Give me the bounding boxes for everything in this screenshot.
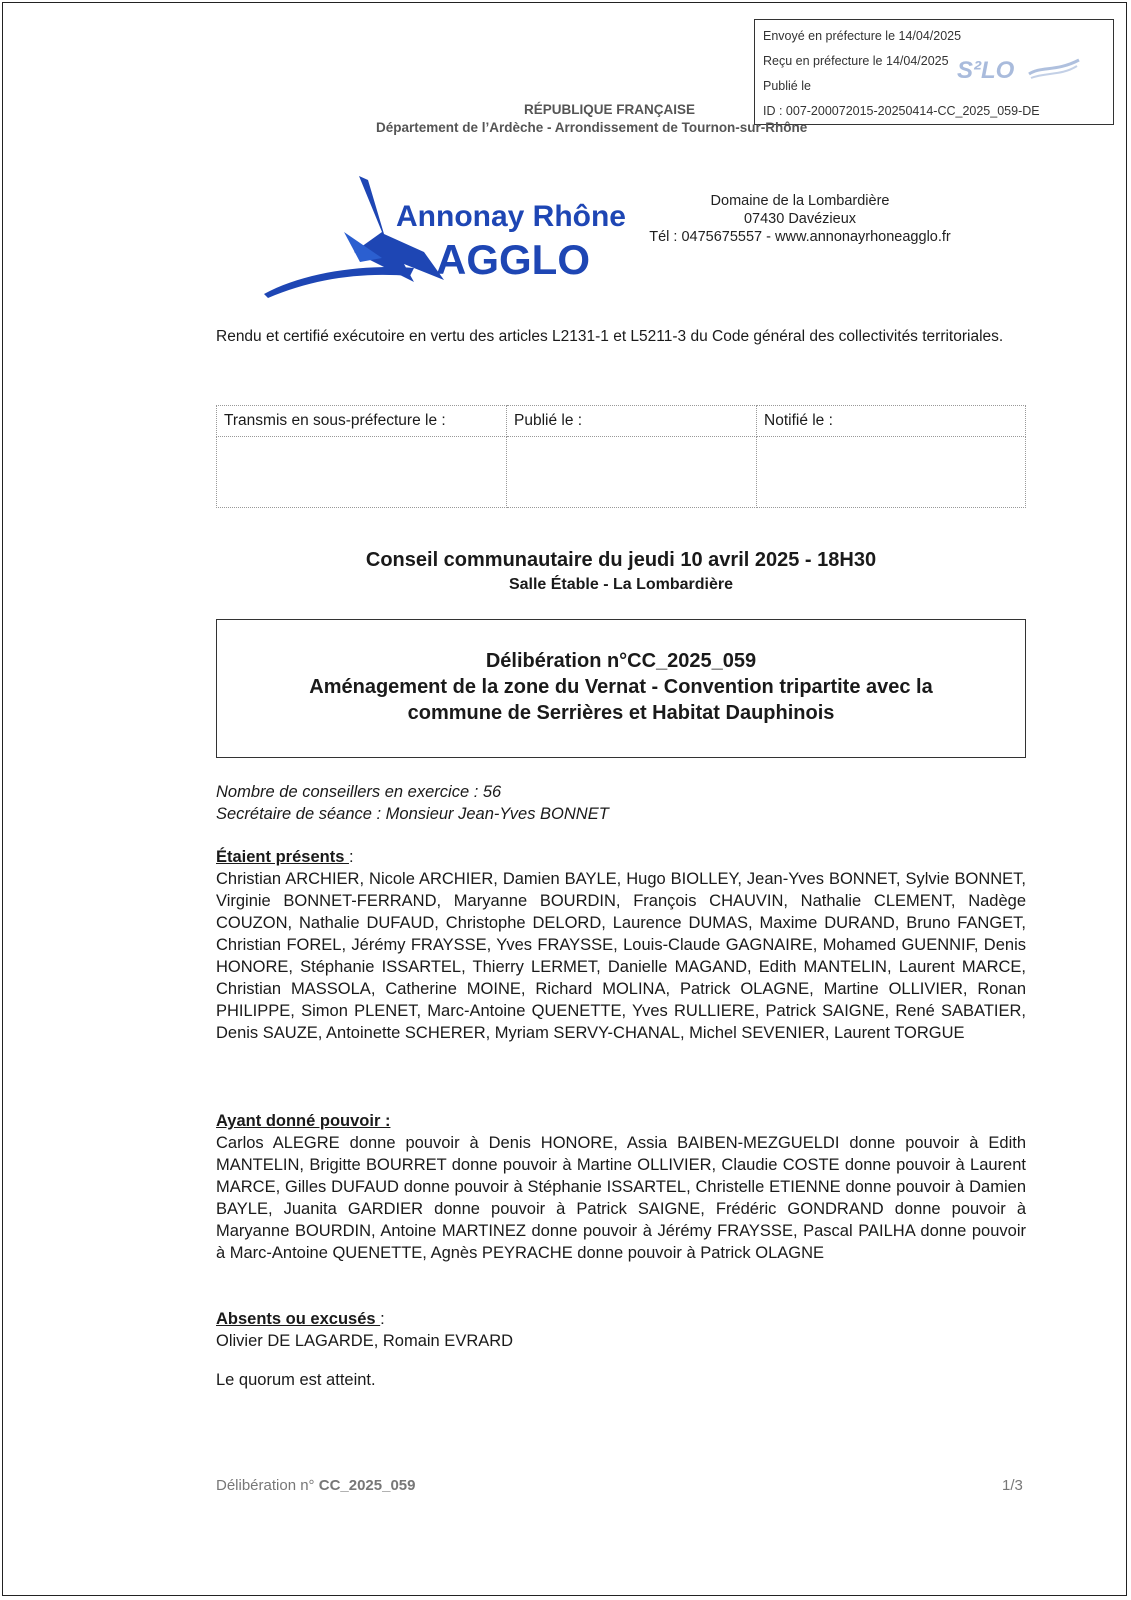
svg-text:AGGLO: AGGLO: [436, 236, 590, 283]
pouvoirs-section: [216, 1110, 1026, 1264]
quorum-statement: Le quorum est atteint.: [216, 1371, 376, 1389]
session-info: [216, 781, 609, 825]
address-contact: Tél : 0475675557 - www.annonayrhoneagglo.fr: [649, 229, 951, 245]
deliberation-subject: Aménagement de la zone du Vernat - Convention tripartite avec la: [309, 676, 933, 698]
presents-section: [216, 846, 1026, 1044]
stamp-id: ID : 007-200072015-20250414-CC_2025_059-DE: [763, 104, 1040, 118]
absents-section: [216, 1308, 1026, 1352]
prefecture-stamp: [754, 19, 1114, 125]
svg-text:S²LO: S²LO: [957, 57, 1015, 84]
pouvoirs-list: Carlos ALEGRE donne pouvoir à Denis HONORE, Assia BAIBEN-MEZGUELDI donne pouvoir à Edith MANTELIN, Brigitte BOURRET donne pouvoir à Martine OLLIVIER, Claudie COSTE donne pouvoir à Laurent MARCE, Gilles DUFAUD donne pouvoir à Stéphanie ISSARTEL, Christelle ETIENNE donne pouvoir à Damien BAYLE, Juanita GARDIER donne pouvoir à Patrick SAIGNE, Frédéric GONDRAND donne pouvoir à Maryanne BOURDIN, Antoine MARTINEZ donne pouvoir à Jérémy FRAYSSE, Pascal PAILHA donne pouvoir à Marc-Antoine QUENETTE, Agnès PEYRACHE donne pouvoir à Patrick OLAGNE: [216, 1134, 1026, 1262]
absents-list: Olivier DE LAGARDE, Romain EVRARD: [216, 1332, 514, 1350]
address-block: [640, 192, 960, 246]
s2lo-logo: [951, 54, 1083, 84]
meeting-title: Conseil communautaire du jeudi 10 avril 2025 - 18H30: [365, 549, 877, 571]
stamp-published: Publié le: [763, 79, 811, 93]
pouvoirs-heading: Ayant donné pouvoir :: [216, 1112, 391, 1130]
departement-header: Département de l’Ardèche - Arrondissement de Tournon-sur-Rhône: [376, 120, 808, 135]
executory-statement: Rendu et certifié exécutoire en vertu des articles L2131-1 et L5211-3 du Code général des collectivités territoriales.: [216, 328, 1004, 345]
meeting-place: Salle Étable - La Lombardière: [508, 576, 734, 593]
stamp-sent-date: Envoyé en préfecture le 14/04/2025: [763, 29, 962, 43]
page-number: 1/3: [1002, 1477, 1023, 1494]
deliberation-number: Délibération n°CC_2025_059: [485, 650, 757, 672]
notifie-cell: [757, 437, 1026, 508]
deliberation-box: [216, 619, 1026, 758]
transmission-table: [216, 405, 1026, 508]
publie-header: Publié le :: [507, 406, 757, 437]
address-line: 07430 Davézieux: [743, 211, 857, 227]
presents-heading: Étaient présents: [216, 848, 349, 866]
publie-cell: [507, 437, 757, 508]
absents-colon: :: [380, 1310, 385, 1328]
presents-colon: :: [348, 848, 354, 866]
deliberation-subject: commune de Serrières et Habitat Dauphinois: [407, 702, 835, 724]
transmis-header: Transmis en sous-préfecture le :: [217, 406, 507, 437]
transmis-cell: [217, 437, 507, 508]
svg-text:Annonay Rhône: Annonay Rhône: [396, 200, 626, 233]
session-secretary: Secrétaire de séance : Monsieur Jean-Yves BONNET: [216, 805, 609, 823]
address-line: Domaine de la Lombardière: [710, 193, 890, 209]
stamp-received-date: Reçu en préfecture le 14/04/2025: [763, 54, 949, 68]
footer-number: CC_2025_059: [318, 1477, 416, 1494]
republique-header: RÉPUBLIQUE FRANÇAISE: [524, 102, 696, 117]
absents-heading: Absents ou excusés: [216, 1310, 381, 1328]
annonay-rhone-agglo-logo: [264, 172, 626, 302]
notifie-header: Notifié le :: [757, 406, 1026, 437]
presents-list: Christian ARCHIER, Nicole ARCHIER, Damien BAYLE, Hugo BIOLLEY, Jean-Yves BONNET, Sylvie BONNET, Virginie BONNET-FERRAND, Maryanne BOURDIN, François CHAUVIN, Nathalie CLEMENT, Nadège COUZON, Nathalie DUFAUD, Christophe DELORD, Laurence DUMAS, Maxime DURAND, Bruno FANGET, Christian FOREL, Jérémy FRAYSSE, Yves FRAYSSE, Louis-Claude GAGNAIRE, Mohamed GUENNIF, Denis HONORE, Stéphanie ISSARTEL, Thierry LERMET, Danielle MAGAND, Edith MANTELIN, Laurent MARCE, Christian MASSOLA, Catherine MOINE, Richard MOLINA, Patrick OLAGNE, Martine OLLIVIER, Ronan PHILIPPE, Simon PLENET, Marc-Antoine QUENETTE, Yves RULLIERE, Patrick SAIGNE, René SABATIER, Denis SAUZE, Antoinette SCHERER, Myriam SERVY-CHANAL, Michel SEVENIER, Laurent TORGUE: [216, 870, 1026, 1042]
footer-reference: [216, 1477, 415, 1494]
footer-label: Délibération n°: [216, 1477, 319, 1494]
councillors-count: Nombre de conseillers en exercice : 56: [216, 783, 502, 801]
